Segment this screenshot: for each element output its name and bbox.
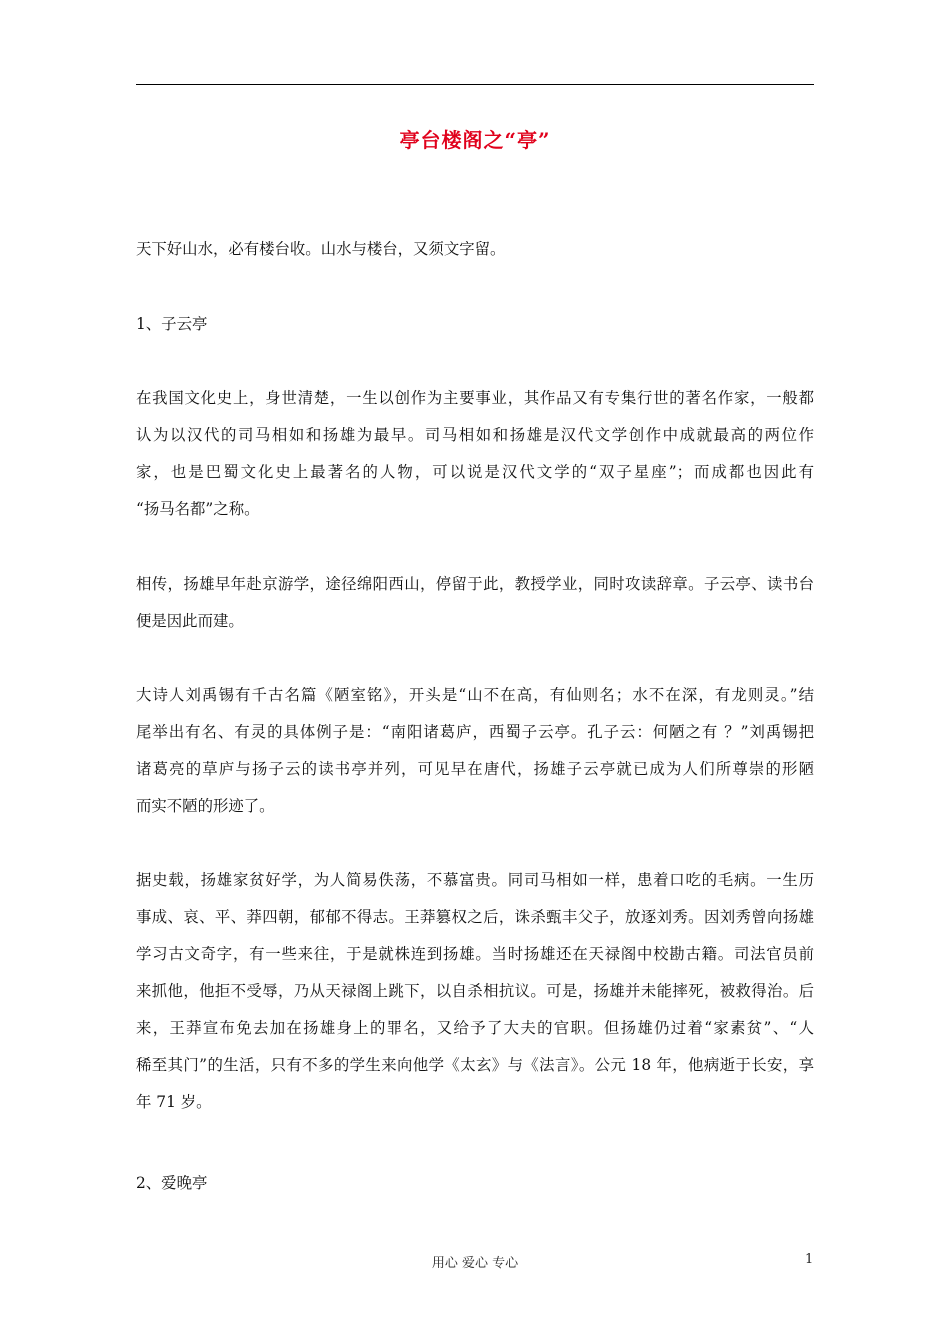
paragraph-4 bbox=[136, 862, 814, 1121]
paragraph-line: 认为以汉代的司马相如和扬雄为最早。司马相如和扬雄是汉代文学创作中成就最高的两位作 bbox=[136, 426, 814, 444]
paragraph-line: 年 71 岁。 bbox=[136, 1093, 212, 1111]
paragraph-line: 便是因此而建。 bbox=[136, 612, 244, 630]
header-rule bbox=[136, 84, 814, 85]
paragraph-line: 来，王莽宣布免去加在扬雄身上的罪名，又给予了大夫的官职。但扬雄仍过着“家素贫”、“人 bbox=[136, 1019, 814, 1037]
paragraph-line: 据史载，扬雄家贫好学，为人简易佚荡，不慕富贵。同司马相如一样，患着口吃的毛病。一生历 bbox=[136, 871, 814, 889]
paragraph-line: 事成、哀、平、莽四朝，郁郁不得志。王莽篡权之后，诛杀甄丰父子，放逐刘秀。因刘秀曾向扬雄 bbox=[136, 908, 814, 926]
paragraph-line: 相传，扬雄早年赴京游学，途径绵阳西山，停留于此，教授学业，同时攻读辞章。子云亭、读书台 bbox=[136, 575, 814, 593]
paragraph-1 bbox=[136, 380, 814, 528]
paragraph-line: 诸葛亮的草庐与扬子云的读书亭并列，可见早在唐代，扬雄子云亭就已成为人们所尊崇的形陋 bbox=[136, 760, 814, 778]
section-2-title: 2、爱晚亭 bbox=[136, 1174, 208, 1192]
paragraph-line: 在我国文化史上，身世清楚，一生以创作为主要事业，其作品又有专集行世的著名作家，一般都 bbox=[136, 389, 814, 407]
intro-line: 天下好山水，必有楼台收。山水与楼台，又须文字留。 bbox=[136, 240, 506, 258]
paragraph-line: 而实不陋的形迹了。 bbox=[136, 797, 275, 815]
paragraph-2 bbox=[136, 566, 814, 640]
paragraph-line: 尾举出有名、有灵的具体例子是：“南阳诸葛庐，西蜀子云亭。孔子云：何陋之有 ？”刘禹锡把 bbox=[136, 723, 814, 741]
section-heading-1 bbox=[136, 306, 814, 343]
paragraph-line: 学习古文奇字，有一些来往，于是就株连到扬雄。当时扬雄还在天禄阁中校勘古籍。司法官员前 bbox=[136, 945, 814, 963]
intro-paragraph bbox=[136, 231, 814, 268]
paragraph-line: 来抓他，他拒不受辱，乃从天禄阁上跳下，以自杀相抗议。可是，扬雄并未能摔死，被救得治。后 bbox=[136, 982, 814, 1000]
paragraph-3 bbox=[136, 677, 814, 825]
paragraph-line: 家，也是巴蜀文化史上最著名的人物，可以说是汉代文学的“双子星座”；而成都也因此有 bbox=[136, 463, 814, 481]
section-heading-2 bbox=[136, 1165, 814, 1202]
page-number: 1 bbox=[805, 1252, 814, 1267]
page-footer: 用心 爱心 专心 bbox=[431, 1256, 519, 1271]
paragraph-line: “扬马名都”之称。 bbox=[136, 500, 260, 518]
paragraph-line: 大诗人刘禹锡有千古名篇《陋室铭》，开头是“山不在高，有仙则名；水不在深，有龙则灵。”结 bbox=[136, 686, 814, 704]
paragraph-line: 稀至其门”的生活，只有不多的学生来向他学《太玄》与《法言》。公元 18 年，他病逝于长安，享 bbox=[136, 1056, 814, 1074]
section-1-title: 1、子云亭 bbox=[136, 315, 208, 333]
document-title: 亭台楼阁之“亭” bbox=[399, 128, 551, 152]
